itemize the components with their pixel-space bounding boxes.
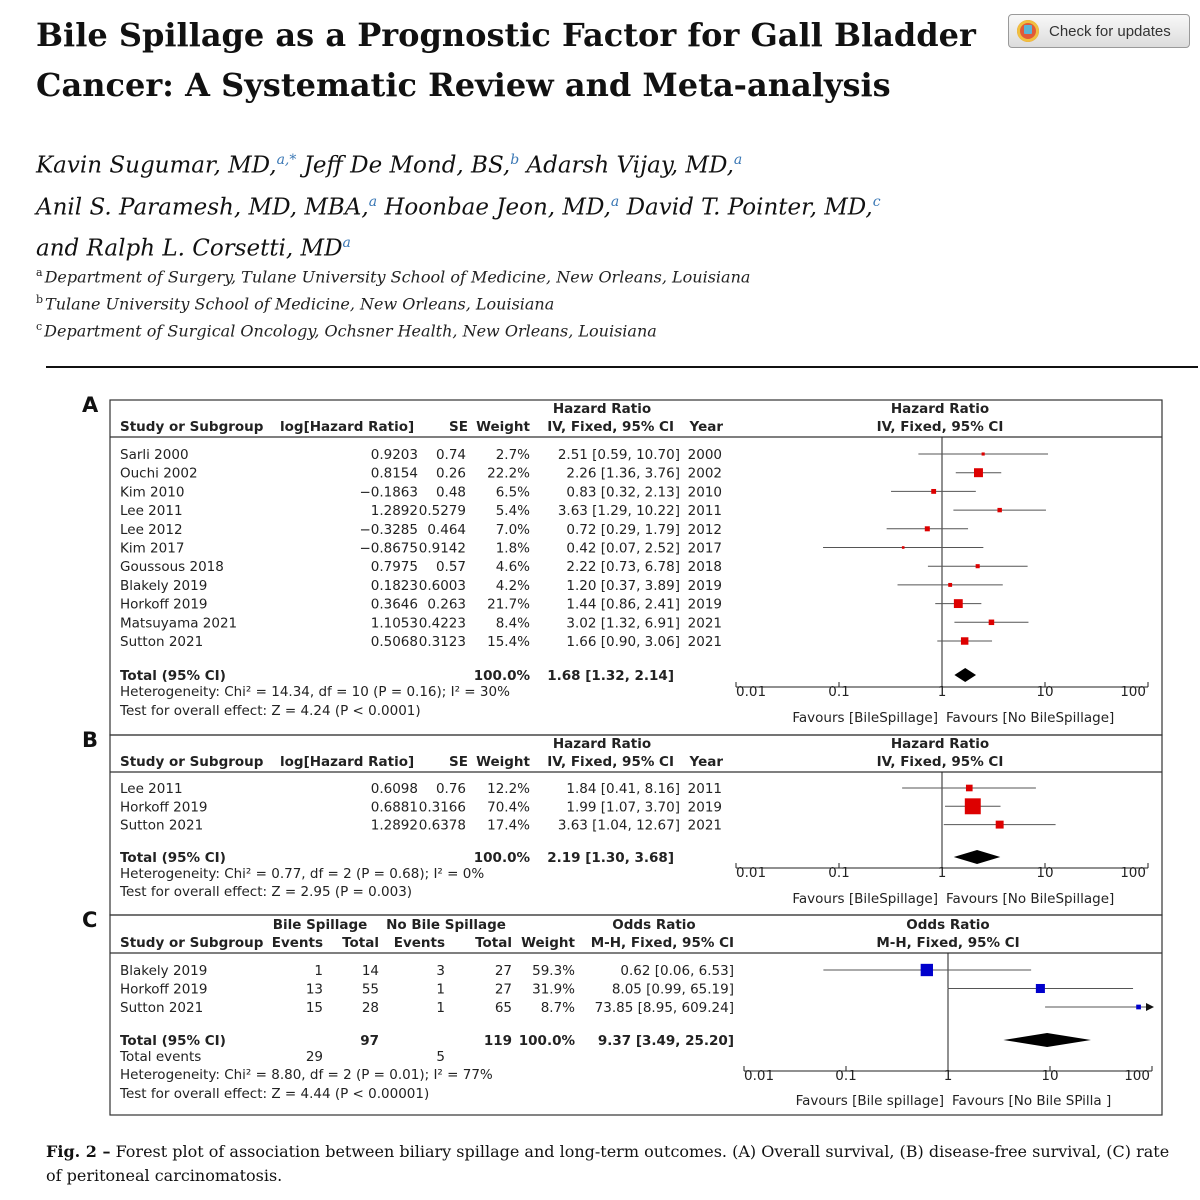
study-label: Sutton 2021	[120, 1000, 204, 1016]
column-header: Study or Subgroup	[120, 754, 264, 770]
study-weight: 7.0%	[495, 521, 530, 538]
study-year: 2019	[687, 577, 722, 594]
events-no-bile: 1	[436, 981, 445, 998]
panel-label-B: B	[82, 728, 99, 752]
favours-left: Favours [Bile spillage]	[795, 1093, 944, 1109]
total-label: Total (95% CI)	[120, 850, 226, 866]
crossmark-icon	[1017, 20, 1039, 42]
study-year: 2002	[687, 465, 722, 482]
affiliation-mark: b	[36, 293, 44, 306]
study-marker	[966, 785, 973, 792]
study-ci: 1.44 [0.86, 2.41]	[566, 596, 680, 613]
total-ci: 2.19 [1.30, 3.68]	[547, 850, 674, 866]
author-name: Kavin Sugumar, MD,	[36, 152, 277, 179]
total-bile: 28	[361, 1000, 379, 1016]
study-year: 2017	[687, 540, 722, 557]
study-weight: 21.7%	[487, 596, 530, 613]
author-affiliation-mark[interactable]: a,*	[276, 152, 297, 168]
affiliation-c	[36, 320, 1036, 340]
study-se: 0.3166	[418, 799, 466, 816]
events-bile: 13	[305, 981, 323, 998]
study-label: Horkoff 2019	[120, 596, 208, 613]
heterogeneity-text: Heterogeneity: Chi² = 14.34, df = 10 (P = 0.16); I² = 30%	[120, 684, 510, 700]
study-weight: 5.4%	[495, 503, 530, 520]
title-line-1: Bile Spillage as a Prognostic Factor for Gall Bladder	[36, 16, 976, 54]
study-year: 2010	[687, 484, 722, 501]
study-marker	[982, 452, 985, 455]
overall-effect-text: Test for overall effect: Z = 4.24 (P < 0.0001)	[120, 703, 421, 719]
study-label: Lee 2011	[120, 503, 183, 520]
study-se: 0.4223	[418, 615, 466, 632]
study-log-hr: 0.8154	[370, 465, 418, 482]
x-tick-label: 10	[1036, 684, 1054, 700]
pooled-diamond	[1003, 1033, 1091, 1047]
study-ci: 8.05 [0.99, 65.19]	[611, 981, 734, 998]
study-label: Ouchi 2002	[120, 465, 198, 482]
author-name: David T. Pointer, MD,	[626, 194, 873, 221]
study-se: 0.26	[435, 465, 466, 482]
study-marker	[931, 489, 936, 494]
affiliation-mark: c	[36, 320, 43, 333]
study-ci: 2.51 [0.59, 10.70]	[557, 447, 680, 463]
total-label: Total (95% CI)	[120, 1033, 226, 1049]
study-label: Matsuyama 2021	[120, 615, 238, 632]
study-year: 2019	[687, 596, 722, 613]
study-marker	[989, 620, 995, 626]
study-log-hr: −0.1863	[359, 484, 418, 501]
author-name: Hoonbae Jeon, MD,	[384, 194, 611, 221]
affiliation-text: Department of Surgery, Tulane University School of Medicine, New Orleans, Louisiana	[44, 267, 751, 287]
study-marker	[996, 821, 1004, 829]
study-label: Sarli 2000	[120, 447, 189, 463]
caption-text: Forest plot of association between biliary spillage and long-term outcomes. (A) Overall survival, (B) disease-free survival, (C) rate of peritoneal carcinomatosis.	[46, 1142, 1170, 1185]
study-weight: 8.7%	[540, 1000, 575, 1016]
study-se: 0.263	[427, 596, 466, 613]
pooled-diamond	[954, 850, 1001, 864]
column-header: Weight	[476, 754, 530, 770]
study-year: 2018	[687, 559, 722, 576]
study-label: Kim 2010	[120, 484, 185, 501]
total-no-bile: 65	[494, 1000, 512, 1016]
column-header: M-H, Fixed, 95% CI	[590, 935, 734, 951]
study-marker	[902, 546, 905, 549]
total-events-bile: 29	[305, 1049, 323, 1065]
study-weight: 22.2%	[487, 465, 530, 482]
study-label: Sutton 2021	[120, 817, 204, 834]
study-se: 0.74	[435, 447, 466, 463]
study-ci: 73.85 [8.95, 609.24]	[594, 1000, 734, 1016]
group-header: No Bile Spillage	[386, 917, 506, 933]
total-bile: 55	[361, 981, 379, 998]
x-tick-label: 0.1	[828, 684, 850, 700]
plot-header: IV, Fixed, 95% CI	[876, 419, 1004, 435]
study-ci: 2.22 [0.73, 6.78]	[566, 559, 680, 576]
total-weight: 100.0%	[473, 668, 530, 684]
total-bile: 14	[361, 963, 379, 979]
column-header: Events	[393, 935, 445, 951]
study-ci: 0.42 [0.07, 2.52]	[566, 540, 680, 557]
total-events-no-bile: 5	[436, 1049, 445, 1065]
title-line-2: Cancer: A Systematic Review and Meta-analysis	[36, 66, 891, 104]
study-se: 0.57	[435, 559, 466, 576]
x-tick-label: 10	[1041, 1068, 1059, 1084]
header-divider	[46, 366, 1198, 368]
study-weight: 59.3%	[532, 963, 575, 979]
author-line-1	[36, 142, 1036, 184]
study-ci: 1.99 [1.07, 3.70]	[566, 799, 680, 816]
x-tick-label: 100	[1120, 865, 1146, 881]
study-log-hr: −0.8675	[359, 540, 418, 557]
events-bile: 1	[314, 963, 323, 979]
study-weight: 6.5%	[495, 484, 530, 501]
study-log-hr: 0.6881	[370, 799, 418, 816]
study-log-hr: 0.7975	[370, 559, 418, 576]
column-header: Year	[689, 419, 723, 435]
study-weight: 70.4%	[487, 799, 530, 816]
study-log-hr: 1.2892	[370, 817, 418, 834]
column-header: Hazard Ratio	[552, 401, 652, 417]
study-log-hr: 0.1823	[370, 577, 418, 594]
author-affiliation-mark[interactable]: a	[610, 193, 620, 210]
study-log-hr: −0.3285	[359, 521, 418, 538]
author-affiliation-mark[interactable]: a	[733, 152, 743, 168]
total-no-bile: 27	[494, 963, 512, 979]
study-marker	[974, 468, 983, 477]
overall-effect-text: Test for overall effect: Z = 4.44 (P < 0.00001)	[120, 1086, 430, 1102]
study-weight: 4.6%	[495, 559, 530, 576]
study-weight: 17.4%	[487, 817, 530, 834]
study-se: 0.6378	[418, 817, 466, 834]
study-ci: 3.63 [1.29, 10.22]	[557, 503, 680, 520]
study-ci: 2.26 [1.36, 3.76]	[566, 465, 680, 482]
forest-plot-figure	[0, 390, 1200, 1130]
study-label: Horkoff 2019	[120, 799, 208, 816]
study-weight: 2.7%	[495, 447, 530, 463]
plot-header: M-H, Fixed, 95% CI	[876, 935, 1020, 951]
favours-right: Favours [No BileSpillage]	[946, 891, 1115, 907]
favours-right: Favours [No BileSpillage]	[946, 710, 1115, 726]
column-header: Weight	[521, 935, 575, 951]
x-tick-label: 100	[1124, 1068, 1150, 1084]
study-ci: 1.20 [0.37, 3.89]	[566, 577, 680, 594]
overall-effect-text: Test for overall effect: Z = 2.95 (P = 0.003)	[120, 884, 413, 900]
author-affiliation-mark[interactable]: b	[510, 152, 520, 168]
plot-header: Hazard Ratio	[890, 736, 990, 752]
author-line-2	[36, 184, 1036, 226]
study-label: Sutton 2021	[120, 634, 204, 650]
column-header: IV, Fixed, 95% CI	[547, 419, 674, 435]
study-marker	[976, 564, 980, 568]
column-header: SE	[449, 754, 468, 770]
column-header: Events	[271, 935, 323, 951]
favours-left: Favours [BileSpillage]	[792, 710, 938, 726]
total-bile: 97	[360, 1033, 379, 1049]
figure-caption	[46, 1140, 1176, 1188]
study-label: Lee 2012	[120, 521, 183, 538]
study-year: 2021	[687, 817, 722, 834]
total-ci: 9.37 [3.49, 25.20]	[597, 1033, 734, 1049]
total-label: Total (95% CI)	[120, 668, 226, 684]
x-tick-label: 0.01	[736, 865, 767, 881]
author-list	[36, 142, 1036, 267]
study-ci: 0.62 [0.06, 6.53]	[620, 963, 734, 979]
column-header: Weight	[476, 419, 530, 435]
study-year: 2021	[687, 634, 722, 650]
study-marker	[1136, 1005, 1141, 1010]
heterogeneity-text: Heterogeneity: Chi² = 0.77, df = 2 (P = 0.68); I² = 0%	[120, 866, 485, 882]
author-name: Jeff De Mond, BS,	[303, 152, 511, 179]
favours-right: Favours [No Bile SPilla ]	[952, 1093, 1112, 1109]
total-ci: 1.68 [1.32, 2.14]	[547, 668, 674, 684]
favours-left: Favours [BileSpillage]	[792, 891, 938, 907]
study-se: 0.6003	[418, 577, 466, 594]
study-weight: 1.8%	[495, 540, 530, 557]
affiliation-text: Tulane University School of Medicine, New Orleans, Louisiana	[45, 294, 555, 314]
events-bile: 15	[305, 1000, 323, 1016]
plot-header: IV, Fixed, 95% CI	[876, 754, 1004, 770]
study-marker	[997, 508, 1001, 512]
study-marker	[954, 599, 963, 608]
study-label: Blakely 2019	[120, 577, 208, 594]
article-title	[36, 10, 996, 110]
study-year: 2021	[687, 615, 722, 632]
study-weight: 8.4%	[495, 615, 530, 632]
column-header: log[Hazard Ratio]	[280, 754, 415, 770]
plot-header: Odds Ratio	[906, 917, 990, 933]
affiliation-b	[36, 293, 1036, 313]
x-tick-label: 1	[943, 1068, 953, 1084]
study-se: 0.76	[435, 781, 466, 797]
study-weight: 12.2%	[487, 781, 530, 797]
events-no-bile: 1	[436, 1000, 445, 1016]
study-year: 2011	[687, 503, 722, 520]
column-header: log[Hazard Ratio]	[280, 419, 415, 435]
check-for-updates-button[interactable]	[1008, 14, 1190, 48]
group-header: Bile Spillage	[272, 917, 368, 933]
study-se: 0.3123	[418, 634, 466, 650]
x-tick-label: 0.01	[744, 1068, 775, 1084]
author-name: Anil S. Paramesh, MD, MBA,	[36, 194, 369, 221]
events-no-bile: 3	[436, 963, 445, 979]
x-tick-label: 0.01	[736, 684, 767, 700]
author-line-3	[36, 225, 1036, 267]
column-header: Total	[475, 935, 512, 951]
study-label: Blakely 2019	[120, 963, 208, 979]
study-year: 2000	[687, 447, 722, 463]
x-tick-label: 0.1	[835, 1068, 857, 1084]
study-marker	[948, 583, 952, 587]
x-tick-label: 0.1	[828, 865, 850, 881]
figure-label: Fig. 2 –	[46, 1142, 111, 1161]
study-label: Goussous 2018	[120, 559, 224, 576]
x-tick-label: 10	[1036, 865, 1054, 881]
study-se: 0.464	[427, 521, 466, 538]
panel-label-C: C	[82, 908, 98, 932]
study-weight: 4.2%	[495, 577, 530, 594]
author-affiliation-mark[interactable]: a	[368, 193, 378, 210]
study-ci: 3.02 [1.32, 6.91]	[566, 615, 680, 632]
author-name: Adarsh Vijay, MD,	[526, 152, 734, 179]
study-ci: 1.66 [0.90, 3.06]	[566, 634, 680, 650]
study-ci: 1.84 [0.41, 8.16]	[566, 781, 680, 797]
study-label: Kim 2017	[120, 540, 185, 557]
study-label: Lee 2011	[120, 781, 183, 797]
study-se: 0.5279	[418, 503, 466, 520]
study-ci: 0.72 [0.29, 1.79]	[566, 521, 680, 538]
total-weight: 100.0%	[518, 1033, 575, 1049]
total-events-label: Total events	[120, 1049, 202, 1065]
column-header: Total	[342, 935, 379, 951]
heterogeneity-text: Heterogeneity: Chi² = 8.80, df = 2 (P = 0.01); I² = 77%	[120, 1067, 493, 1083]
pooled-diamond	[954, 668, 976, 682]
affiliation-mark: a	[36, 266, 43, 279]
x-tick-label: 1	[937, 865, 947, 881]
column-header: Study or Subgroup	[120, 419, 264, 435]
x-tick-label: 1	[937, 684, 947, 700]
study-marker	[961, 637, 968, 644]
study-year: 2011	[687, 781, 722, 797]
study-log-hr: 1.2892	[370, 503, 418, 520]
study-label: Horkoff 2019	[120, 981, 208, 998]
affiliation-a	[36, 266, 1036, 286]
study-se: 0.48	[435, 484, 466, 501]
panel-label-A: A	[82, 393, 99, 417]
study-marker	[921, 964, 933, 976]
study-log-hr: 0.6098	[370, 781, 418, 797]
study-ci: 3.63 [1.04, 12.67]	[557, 817, 680, 834]
study-marker	[965, 798, 981, 814]
column-header: Year	[689, 754, 723, 770]
study-weight: 31.9%	[532, 981, 575, 998]
study-year: 2012	[687, 521, 722, 538]
study-year: 2019	[687, 799, 722, 816]
study-log-hr: 1.1053	[370, 615, 418, 632]
total-weight: 100.0%	[473, 850, 530, 866]
study-weight: 15.4%	[487, 634, 530, 650]
author-affiliation-mark[interactable]: a	[342, 235, 351, 252]
author-name: and Ralph L. Corsetti, MD	[36, 235, 343, 262]
study-log-hr: 0.3646	[370, 596, 418, 613]
study-log-hr: 0.5068	[370, 634, 418, 650]
x-tick-label: 100	[1120, 684, 1146, 700]
check-for-updates-label: Check for updates	[1049, 22, 1171, 40]
total-no-bile: 119	[483, 1033, 512, 1049]
study-se: 0.9142	[418, 540, 466, 557]
affiliation-text: Department of Surgical Oncology, Ochsner Health, New Orleans, Louisiana	[44, 321, 657, 341]
study-ci: 0.83 [0.32, 2.13]	[566, 484, 680, 501]
column-header: Study or Subgroup	[120, 935, 264, 951]
total-no-bile: 27	[494, 981, 512, 998]
author-affiliation-mark[interactable]: c	[872, 193, 881, 210]
column-header: Hazard Ratio	[552, 736, 652, 752]
study-log-hr: 0.9203	[370, 447, 418, 463]
column-header: SE	[449, 419, 468, 435]
column-header: Odds Ratio	[612, 917, 696, 933]
ci-arrow	[1146, 1003, 1154, 1011]
study-marker	[1036, 984, 1045, 993]
study-marker	[925, 526, 930, 531]
plot-header: Hazard Ratio	[890, 401, 990, 417]
column-header: IV, Fixed, 95% CI	[547, 754, 674, 770]
